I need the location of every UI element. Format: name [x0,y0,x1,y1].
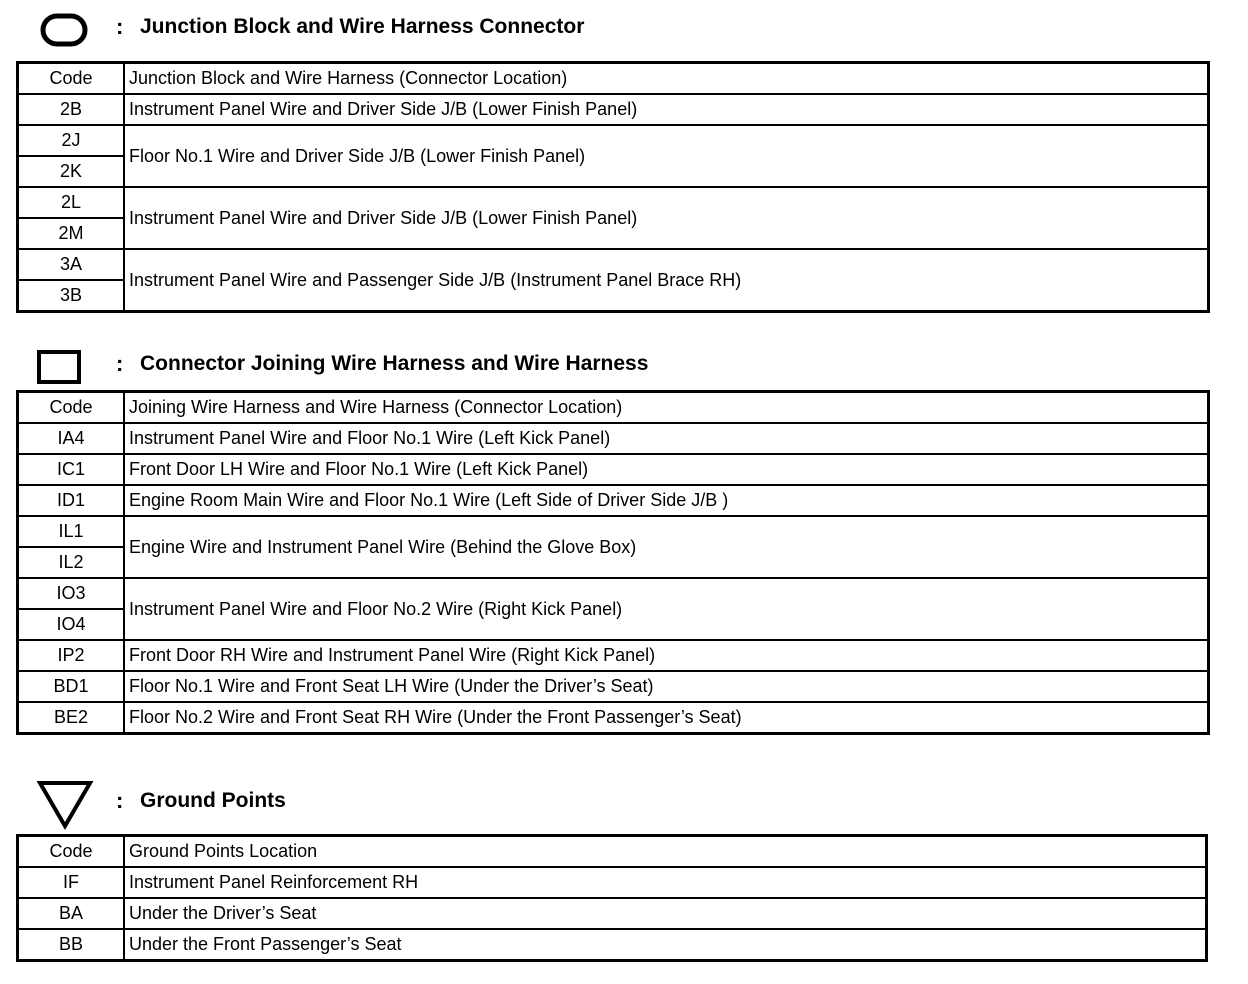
table-row [18,187,1209,218]
code-header: Code [18,392,125,424]
table-row [18,640,1209,671]
code-cell: 2L [18,187,125,218]
description-cell: Instrument Panel Wire and Passenger Side J/B (Instrument Panel Brace RH) [124,249,1209,312]
junction-block-table [16,61,1210,313]
table-row [18,125,1209,156]
code-cell: IO4 [18,609,125,640]
description-cell: Engine Room Main Wire and Floor No.1 Wire (Left Side of Driver Side J/B ) [124,485,1209,516]
description-cell: Instrument Panel Wire and Floor No.1 Wire (Left Kick Panel) [124,423,1209,454]
description-header: Ground Points Location [124,836,1207,868]
description-cell: Floor No.1 Wire and Front Seat LH Wire (Under the Driver’s Seat) [124,671,1209,702]
section-2-colon: : [116,351,124,376]
square-icon [36,349,82,385]
code-cell: BA [18,898,125,929]
description-header: Junction Block and Wire Harness (Connector Location) [124,63,1209,95]
description-cell: Instrument Panel Reinforcement RH [124,867,1207,898]
section-3-colon: : [116,788,124,813]
table-row [18,423,1209,454]
section-3-title: Ground Points [140,789,286,812]
code-cell: IP2 [18,640,125,671]
section-1-colon: : [116,14,124,39]
table-row [18,249,1209,280]
table-header-row [18,392,1209,424]
table-row [18,94,1209,125]
table-row [18,578,1209,609]
code-cell: IL1 [18,516,125,547]
description-cell: Under the Front Passenger’s Seat [124,929,1207,961]
connector-joining-table [16,390,1210,735]
description-cell: Front Door RH Wire and Instrument Panel Wire (Right Kick Panel) [124,640,1209,671]
code-cell: 2B [18,94,125,125]
table-row [18,454,1209,485]
code-cell: IO3 [18,578,125,609]
table-row [18,702,1209,734]
table-row [18,671,1209,702]
code-cell: 3B [18,280,125,312]
code-cell: BD1 [18,671,125,702]
table-row [18,485,1209,516]
code-cell: IF [18,867,125,898]
description-cell: Under the Driver’s Seat [124,898,1207,929]
description-cell: Instrument Panel Wire and Floor No.2 Wire (Right Kick Panel) [124,578,1209,640]
description-cell: Floor No.1 Wire and Driver Side J/B (Lower Finish Panel) [124,125,1209,187]
code-header: Code [18,836,125,868]
code-header: Code [18,63,125,95]
section-2-title: Connector Joining Wire Harness and Wire Harness [140,352,649,375]
code-cell: 3A [18,249,125,280]
code-cell: IC1 [18,454,125,485]
section-2-header [0,345,1248,385]
description-cell: Instrument Panel Wire and Driver Side J/B (Lower Finish Panel) [124,94,1209,125]
section-3-header [0,776,1248,832]
description-cell: Engine Wire and Instrument Panel Wire (Behind the Glove Box) [124,516,1209,578]
code-cell: BE2 [18,702,125,734]
table-row [18,516,1209,547]
description-cell: Front Door LH Wire and Floor No.1 Wire (Left Kick Panel) [124,454,1209,485]
code-cell: 2J [18,125,125,156]
table-row [18,929,1207,961]
table-header-row [18,836,1207,868]
code-cell: 2M [18,218,125,249]
section-1-title: Junction Block and Wire Harness Connector [140,15,585,38]
triangle-down-icon [36,778,94,830]
ground-points-table [16,834,1208,962]
section-1-header [0,8,1248,48]
table-row [18,898,1207,929]
rounded-oval-icon [40,12,88,48]
code-cell: ID1 [18,485,125,516]
table-header-row [18,63,1209,95]
code-cell: BB [18,929,125,961]
table-row [18,867,1207,898]
code-cell: IA4 [18,423,125,454]
code-cell: 2K [18,156,125,187]
description-cell: Instrument Panel Wire and Driver Side J/B (Lower Finish Panel) [124,187,1209,249]
description-header: Joining Wire Harness and Wire Harness (Connector Location) [124,392,1209,424]
description-cell: Floor No.2 Wire and Front Seat RH Wire (Under the Front Passenger’s Seat) [124,702,1209,734]
code-cell: IL2 [18,547,125,578]
